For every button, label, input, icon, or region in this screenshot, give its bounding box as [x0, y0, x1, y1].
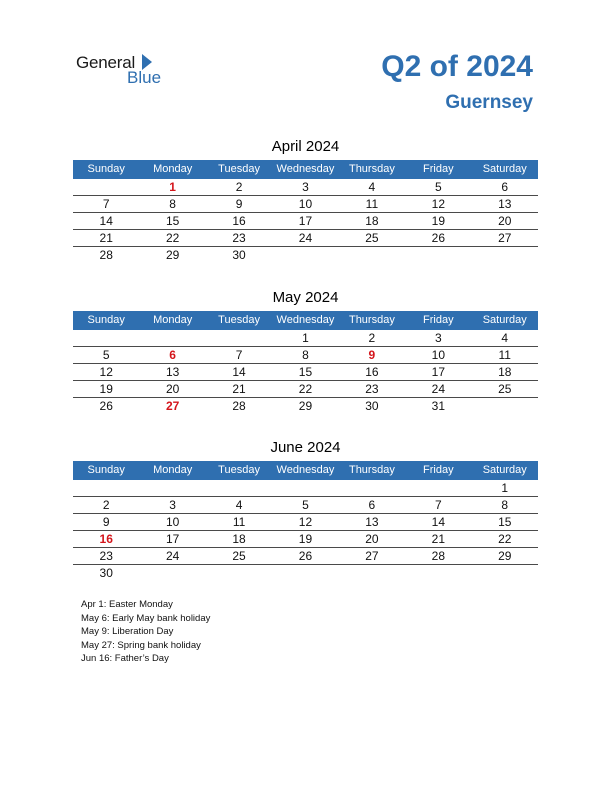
day-cell: 24 — [298, 231, 313, 245]
weekday-label: Tuesday — [218, 314, 260, 326]
day-cell: 21 — [232, 382, 246, 396]
day-cell: 15 — [165, 214, 180, 228]
day-cell: 18 — [365, 214, 379, 228]
empty-day-cell — [206, 565, 272, 582]
day-cell: 2 — [235, 180, 243, 194]
day-cell: 13 — [165, 365, 180, 379]
day-cell: 15 — [298, 365, 313, 379]
week-row — [73, 179, 538, 196]
day-cell: 25 — [232, 549, 246, 563]
weekday-label: Thursday — [348, 163, 395, 175]
holiday-day-cell: 9 — [368, 348, 376, 362]
month-title: June 2024 — [270, 439, 341, 456]
empty-day-cell — [472, 398, 538, 415]
day-cell: 17 — [298, 214, 313, 228]
day-cell: 29 — [165, 248, 180, 262]
weekday-label: Wednesday — [276, 163, 335, 175]
day-cell: 19 — [298, 532, 313, 546]
week-row — [73, 381, 538, 398]
day-cell: 5 — [302, 498, 309, 512]
day-cell: 21 — [99, 231, 113, 245]
day-cell: 9 — [235, 197, 243, 211]
month-may — [73, 289, 538, 415]
day-cell: 23 — [232, 231, 246, 245]
day-cell: 28 — [232, 399, 246, 413]
day-cell: 12 — [298, 515, 313, 529]
empty-day-cell — [405, 480, 471, 496]
weekday-label: Friday — [423, 314, 454, 326]
weekday-label: Monday — [153, 464, 193, 476]
weekday-header — [73, 461, 538, 480]
day-cell: 20 — [498, 214, 512, 228]
day-cell: 15 — [498, 515, 512, 529]
weekday-label: Saturday — [482, 464, 527, 476]
holiday-day-cell: 1 — [169, 180, 176, 194]
empty-day-cell — [206, 480, 272, 496]
month-june — [73, 439, 538, 582]
day-cell: 5 — [434, 180, 442, 194]
week-row — [73, 196, 538, 213]
empty-day-cell — [73, 330, 139, 346]
empty-day-cell — [405, 565, 471, 582]
day-cell: 7 — [102, 197, 110, 211]
day-cell: 7 — [235, 348, 243, 362]
empty-day-cell — [272, 565, 338, 582]
weekday-label: Monday — [153, 163, 193, 175]
week-row — [73, 330, 538, 347]
day-cell: 4 — [235, 498, 243, 512]
holiday-day-cell: 6 — [169, 348, 176, 362]
week-row — [73, 398, 538, 415]
day-cell: 28 — [99, 248, 113, 262]
empty-day-cell — [139, 330, 205, 346]
day-cell: 25 — [365, 231, 379, 245]
day-cell: 4 — [501, 331, 509, 345]
month-title: April 2024 — [271, 138, 340, 155]
day-cell: 26 — [298, 549, 313, 563]
empty-day-cell — [339, 565, 405, 582]
day-cell: 10 — [298, 197, 313, 211]
day-cell: 29 — [298, 399, 313, 413]
day-cell: 13 — [365, 515, 379, 529]
holiday-day-cell: 16 — [99, 532, 113, 546]
day-cell: 10 — [165, 515, 180, 529]
day-cell: 10 — [431, 348, 445, 362]
day-cell: 8 — [169, 197, 176, 211]
day-cell: 17 — [431, 365, 445, 379]
day-cell: 18 — [498, 365, 512, 379]
day-cell: 21 — [431, 532, 445, 546]
brand-logo — [76, 53, 176, 89]
week-row — [73, 531, 538, 548]
day-cell: 22 — [298, 382, 313, 396]
empty-day-cell — [405, 247, 471, 264]
week-row — [73, 347, 538, 364]
day-cell: 19 — [99, 382, 113, 396]
day-cell: 25 — [498, 382, 512, 396]
empty-day-cell — [339, 247, 405, 264]
week-row — [73, 364, 538, 381]
day-cell: 23 — [99, 549, 113, 563]
week-row — [73, 247, 538, 264]
weekday-label: Sunday — [87, 163, 125, 175]
empty-day-cell — [272, 247, 338, 264]
holiday-note: May 9: Liberation Day — [81, 626, 174, 637]
week-row — [73, 514, 538, 531]
empty-day-cell — [272, 480, 338, 496]
empty-day-cell — [139, 480, 205, 496]
holiday-note: Jun 16: Father’s Day — [81, 653, 169, 664]
weekday-label: Tuesday — [218, 464, 260, 476]
weekday-label: Thursday — [348, 314, 395, 326]
day-cell: 8 — [302, 348, 309, 362]
weekday-label: Tuesday — [218, 163, 260, 175]
day-cell: 20 — [365, 532, 379, 546]
day-cell: 9 — [102, 515, 110, 529]
month-april — [73, 138, 538, 264]
week-row — [73, 480, 538, 497]
empty-day-cell — [73, 179, 139, 195]
holiday-notes — [81, 598, 210, 666]
day-cell: 16 — [232, 214, 246, 228]
day-cell: 12 — [99, 365, 113, 379]
day-cell: 6 — [501, 180, 509, 194]
day-cell: 26 — [99, 399, 113, 413]
day-cell: 26 — [431, 231, 445, 245]
weekday-header — [73, 160, 538, 179]
empty-day-cell — [472, 247, 538, 264]
day-cell: 23 — [365, 382, 379, 396]
empty-day-cell — [206, 330, 272, 346]
day-cell: 2 — [102, 498, 110, 512]
day-cell: 22 — [498, 532, 512, 546]
day-cell: 27 — [365, 549, 379, 563]
weekday-label: Sunday — [87, 314, 125, 326]
day-cell: 8 — [501, 498, 509, 512]
day-cell: 14 — [431, 515, 445, 529]
week-row — [73, 213, 538, 230]
weekday-label: Wednesday — [276, 314, 335, 326]
day-cell: 4 — [368, 180, 376, 194]
month-title: May 2024 — [272, 289, 339, 306]
day-cell: 30 — [99, 566, 113, 580]
weekday-label: Sunday — [87, 464, 125, 476]
empty-day-cell — [339, 480, 405, 496]
day-cell: 3 — [169, 498, 176, 512]
week-row — [73, 565, 538, 582]
day-cell: 14 — [232, 365, 246, 379]
day-cell: 24 — [431, 382, 445, 396]
day-cell: 30 — [365, 399, 379, 413]
day-cell: 16 — [365, 365, 379, 379]
weekday-label: Friday — [423, 464, 454, 476]
weekday-label: Monday — [153, 314, 193, 326]
holiday-note: May 6: Early May bank holiday — [81, 612, 211, 624]
page-title: Q2 of 2024 — [381, 50, 533, 83]
day-cell: 7 — [434, 498, 442, 512]
empty-day-cell — [472, 565, 538, 582]
day-cell: 12 — [431, 197, 445, 211]
day-cell: 19 — [431, 214, 445, 228]
day-cell: 22 — [165, 231, 180, 245]
empty-day-cell — [73, 480, 139, 496]
weekday-label: Saturday — [482, 163, 527, 175]
week-row — [73, 230, 538, 247]
day-cell: 28 — [431, 549, 445, 563]
day-cell: 17 — [165, 532, 180, 546]
region-subtitle: Guernsey — [445, 92, 533, 113]
day-cell: 3 — [302, 180, 309, 194]
day-cell: 11 — [232, 515, 246, 529]
empty-day-cell — [139, 565, 205, 582]
day-cell: 2 — [368, 331, 376, 345]
brand-word-general: General — [76, 53, 136, 72]
day-cell: 31 — [431, 399, 445, 413]
day-cell: 11 — [498, 348, 511, 362]
brand-word-blue: Blue — [127, 68, 162, 87]
day-cell: 3 — [434, 331, 442, 345]
weekday-label: Wednesday — [276, 464, 335, 476]
day-cell: 20 — [165, 382, 180, 396]
day-cell: 14 — [99, 214, 113, 228]
weekday-label: Saturday — [482, 314, 527, 326]
weekday-header — [73, 311, 538, 330]
week-row — [73, 497, 538, 514]
day-cell: 1 — [302, 331, 309, 345]
holiday-note: Apr 1: Easter Monday — [81, 599, 173, 610]
weekday-label: Friday — [423, 163, 454, 175]
week-row — [73, 548, 538, 565]
day-cell: 13 — [498, 197, 512, 211]
day-cell: 6 — [368, 498, 376, 512]
day-cell: 11 — [365, 197, 379, 211]
day-cell: 29 — [498, 549, 512, 563]
day-cell: 24 — [165, 549, 180, 563]
day-cell: 27 — [498, 231, 512, 245]
day-cell: 1 — [501, 481, 509, 495]
day-cell: 18 — [232, 532, 246, 546]
day-cell: 5 — [102, 348, 110, 362]
holiday-day-cell: 27 — [165, 399, 180, 413]
day-cell: 30 — [232, 248, 246, 262]
holiday-note: May 27: Spring bank holiday — [81, 639, 201, 651]
weekday-label: Thursday — [348, 464, 395, 476]
